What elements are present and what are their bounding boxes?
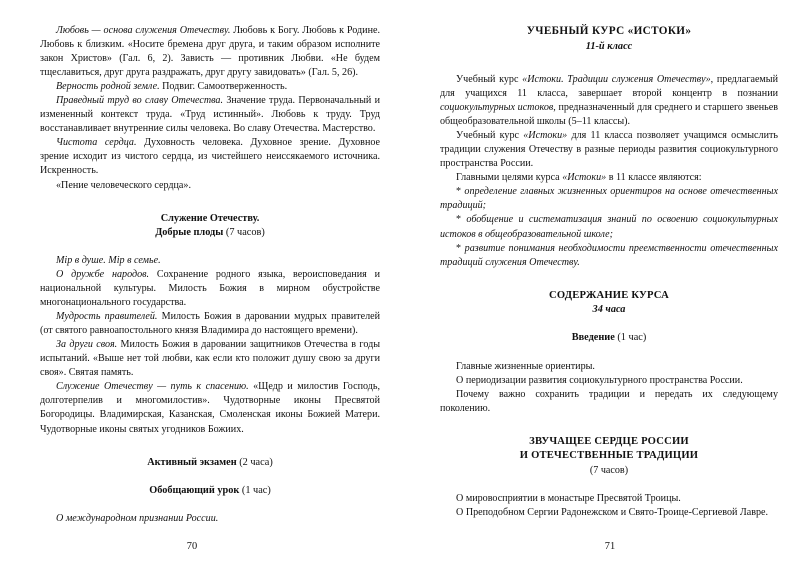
intro-paragraph-3 bbox=[440, 171, 778, 185]
asterisk-bullet-icon: * bbox=[456, 242, 462, 254]
paragraph-lead-italic: Любовь — основа служения Отечеству. bbox=[56, 25, 231, 36]
spacer bbox=[40, 193, 380, 212]
paragraph-za-drugi bbox=[40, 338, 380, 380]
paragraph-trud bbox=[40, 94, 380, 136]
paragraph-text: Подвиг. Самоотверженность. bbox=[159, 81, 288, 93]
intro-text: , предназначенный для среднего и старшего звеньев общеобразовательной школы (5–11 классы). bbox=[440, 102, 778, 128]
paragraph-lead-italic: Праведный труд во славу Отечества. bbox=[56, 95, 224, 107]
asterisk-bullet-icon: * bbox=[456, 214, 462, 226]
goal-text: развитие понимания необходимости преемственности отечественных традиций служения Отечеству. bbox=[440, 242, 778, 268]
paragraph-lead-italic: Верность родной земле. bbox=[56, 81, 160, 93]
theme-heading-line2: И ОТЕЧЕСТВЕННЫЕ ТРАДИЦИИ bbox=[519, 450, 699, 462]
spacer bbox=[40, 437, 380, 456]
paragraph-vernost bbox=[40, 80, 380, 94]
intro-text: для 11 класса позволяет учащимся осмыслить традиции служения Отечеству в разные периоды развития социокультурного пространства России. bbox=[440, 130, 778, 170]
paragraph-lead-italic: О дружбе народов. bbox=[56, 269, 150, 281]
spacer bbox=[40, 470, 380, 484]
intro-section-line-1: Главные жизненные ориентиры. bbox=[456, 360, 595, 372]
intro-paragraph-2 bbox=[440, 129, 778, 171]
paragraph-lead-italic: За други своя. bbox=[56, 339, 118, 351]
intro-section-hours: (1 час) bbox=[614, 332, 647, 344]
paragraph-text: «Пение человеческого сердца». bbox=[56, 179, 191, 191]
theme-line-2: О Преподобном Сергии Радонежском и Свято-Троице-Сергиевой Лавре. bbox=[456, 506, 769, 518]
intro-italic: «Истоки. Традиции служения Отечеству» bbox=[522, 74, 711, 85]
course-grade: 11-й класс bbox=[585, 41, 633, 52]
intro-italic: социокультурных истоков bbox=[440, 102, 554, 114]
paragraph-lead-italic: Мір в душе. Мір в семье. bbox=[56, 254, 161, 266]
intro-text: Учебный курс bbox=[456, 130, 524, 142]
asterisk-bullet-icon: * bbox=[456, 186, 462, 198]
paragraph-druzhba bbox=[40, 268, 380, 310]
summary-heading bbox=[40, 484, 380, 498]
section-heading-line2 bbox=[40, 226, 380, 240]
paragraph-text: Милость Божия в даровании мудрых правителей (от святого равноапостольного князя Владимира до настоящего времени). bbox=[40, 311, 380, 337]
spacer bbox=[40, 498, 380, 512]
exam-heading-title: Активный экзамен bbox=[147, 456, 237, 468]
paragraph-lead-italic: О международном признании России. bbox=[56, 512, 219, 524]
intro-text: в 11 классе являются: bbox=[606, 172, 702, 184]
intro-text: Главными целями курса bbox=[456, 172, 563, 184]
intro-section-line-2: О периодизации развития социокультурного пространства России. bbox=[456, 374, 743, 386]
theme-line-1: О мировосприятии в монастыре Пресвятой Троицы. bbox=[456, 492, 681, 504]
goal-text: определение главных жизненных ориентиров на основе отечественных традиций; bbox=[440, 186, 779, 212]
paragraph-lead-italic: Чистота сердца. bbox=[56, 137, 137, 149]
paragraph-lyubov bbox=[40, 24, 380, 80]
exam-heading-hours: (2 часа) bbox=[236, 456, 273, 468]
contents-heading: СОДЕРЖАНИЕ КУРСА bbox=[549, 289, 669, 301]
spacer bbox=[440, 270, 778, 289]
intro-paragraph-1 bbox=[440, 73, 778, 129]
paragraph-text: «Щедр и милостив Господь, долготерпелив и многомилостив». Чудотворные иконы Пресвятой Богородицы. Владимирская, Казанская, Смоленская иконы Божией Матери. Чудотворные иконы святых угодников Божиих. bbox=[40, 381, 380, 435]
page-number-left: 70 bbox=[186, 541, 198, 552]
section-heading-hours: (7 часов) bbox=[223, 226, 265, 238]
right-page-body bbox=[440, 24, 778, 520]
spacer bbox=[40, 240, 380, 254]
paragraph-text: Сохранение родного языка, вероисповедания и национальной культуры. Милость Божия в мирном обустройстве многонационального государства. bbox=[40, 269, 380, 309]
theme-heading-hours: (7 часов) bbox=[589, 464, 629, 476]
paragraph-mir bbox=[40, 254, 380, 268]
summary-heading-hours: (1 час) bbox=[239, 484, 271, 496]
left-page-body bbox=[40, 24, 380, 526]
goal-item-1 bbox=[440, 185, 778, 213]
paragraph-mudrost bbox=[40, 310, 380, 338]
contents-hours: 34 часа bbox=[592, 304, 626, 316]
theme-heading-line1: ЗВУЧАЩЕЕ СЕРДЦЕ РОССИИ bbox=[529, 435, 689, 447]
goal-text: обобщение и систематизация знаний по освоению социокультурных истоков в общеобразовательной школе; bbox=[440, 214, 778, 240]
paragraph-text: Значение труда. Первоначальный и измененный контекст труда. «Труд истинный». Любовь к труду. Труд восстанавливает внутренние силы человека. Во славу Отечества. Мастерство. bbox=[40, 95, 381, 135]
page-number-right: 71 bbox=[604, 541, 616, 552]
summary-heading-title: Обобщающий урок bbox=[149, 484, 240, 496]
spacer bbox=[440, 54, 778, 73]
intro-italic: «Истоки» bbox=[523, 130, 568, 142]
intro-section-line-3: Почему важно сохранить традиции и передать их следующему поколению. bbox=[440, 388, 778, 414]
intro-section-title: Введение bbox=[571, 332, 615, 344]
paragraph-lead-italic: Служение Отечеству — путь к спасению. bbox=[56, 381, 249, 393]
paragraph-text: Любовь к Богу. Любовь к Родине. Любовь к близким. «Носите бремена друг друга, и таким образом исполните закон Христов» (Гал. 6, 2). Зависть — противник Любви. «Не будем тщеславиться, друг друга раздражать, друг другу завидовать» (Гал. 5, 26). bbox=[40, 25, 380, 79]
intro-text: , предлагаемый для учащихся 11 класса, завершает второй концентр в познании bbox=[440, 74, 778, 100]
section-heading-line1: Служение Отечеству. bbox=[160, 212, 260, 224]
spacer bbox=[440, 478, 778, 492]
spacer bbox=[440, 416, 778, 435]
exam-heading bbox=[40, 456, 380, 470]
paragraph-text: Милость Божия в даровании защитников Отечества в годы испытаний. «Выше нет той любви, как если кто положит душу свою за други своя». Святая память. bbox=[40, 339, 380, 379]
spacer bbox=[440, 317, 778, 331]
course-title: УЧЕБНЫЙ КУРС «ИСТОКИ» bbox=[526, 25, 692, 37]
paragraph-penie bbox=[40, 179, 380, 193]
page-right bbox=[400, 0, 800, 566]
paragraph-closing bbox=[40, 512, 380, 526]
paragraph-text: Духовность человека. Духовное зрение. Духовное зрение исходит из чистого сердца, из чистейшего неиссякаемого источника. Искренность. bbox=[40, 137, 380, 177]
section-heading-title: Добрые плоды bbox=[155, 226, 224, 238]
intro-text: Учебный курс bbox=[456, 74, 523, 85]
goal-item-2 bbox=[440, 213, 778, 241]
goal-item-3 bbox=[440, 242, 778, 270]
spacer bbox=[440, 346, 778, 360]
intro-section-heading bbox=[440, 331, 778, 345]
paragraph-lead-italic: Мудрость правителей. bbox=[56, 311, 158, 323]
intro-italic: «Истоки» bbox=[562, 172, 607, 184]
paragraph-sluzhenie-put bbox=[40, 380, 380, 436]
paragraph-chistota bbox=[40, 136, 380, 178]
